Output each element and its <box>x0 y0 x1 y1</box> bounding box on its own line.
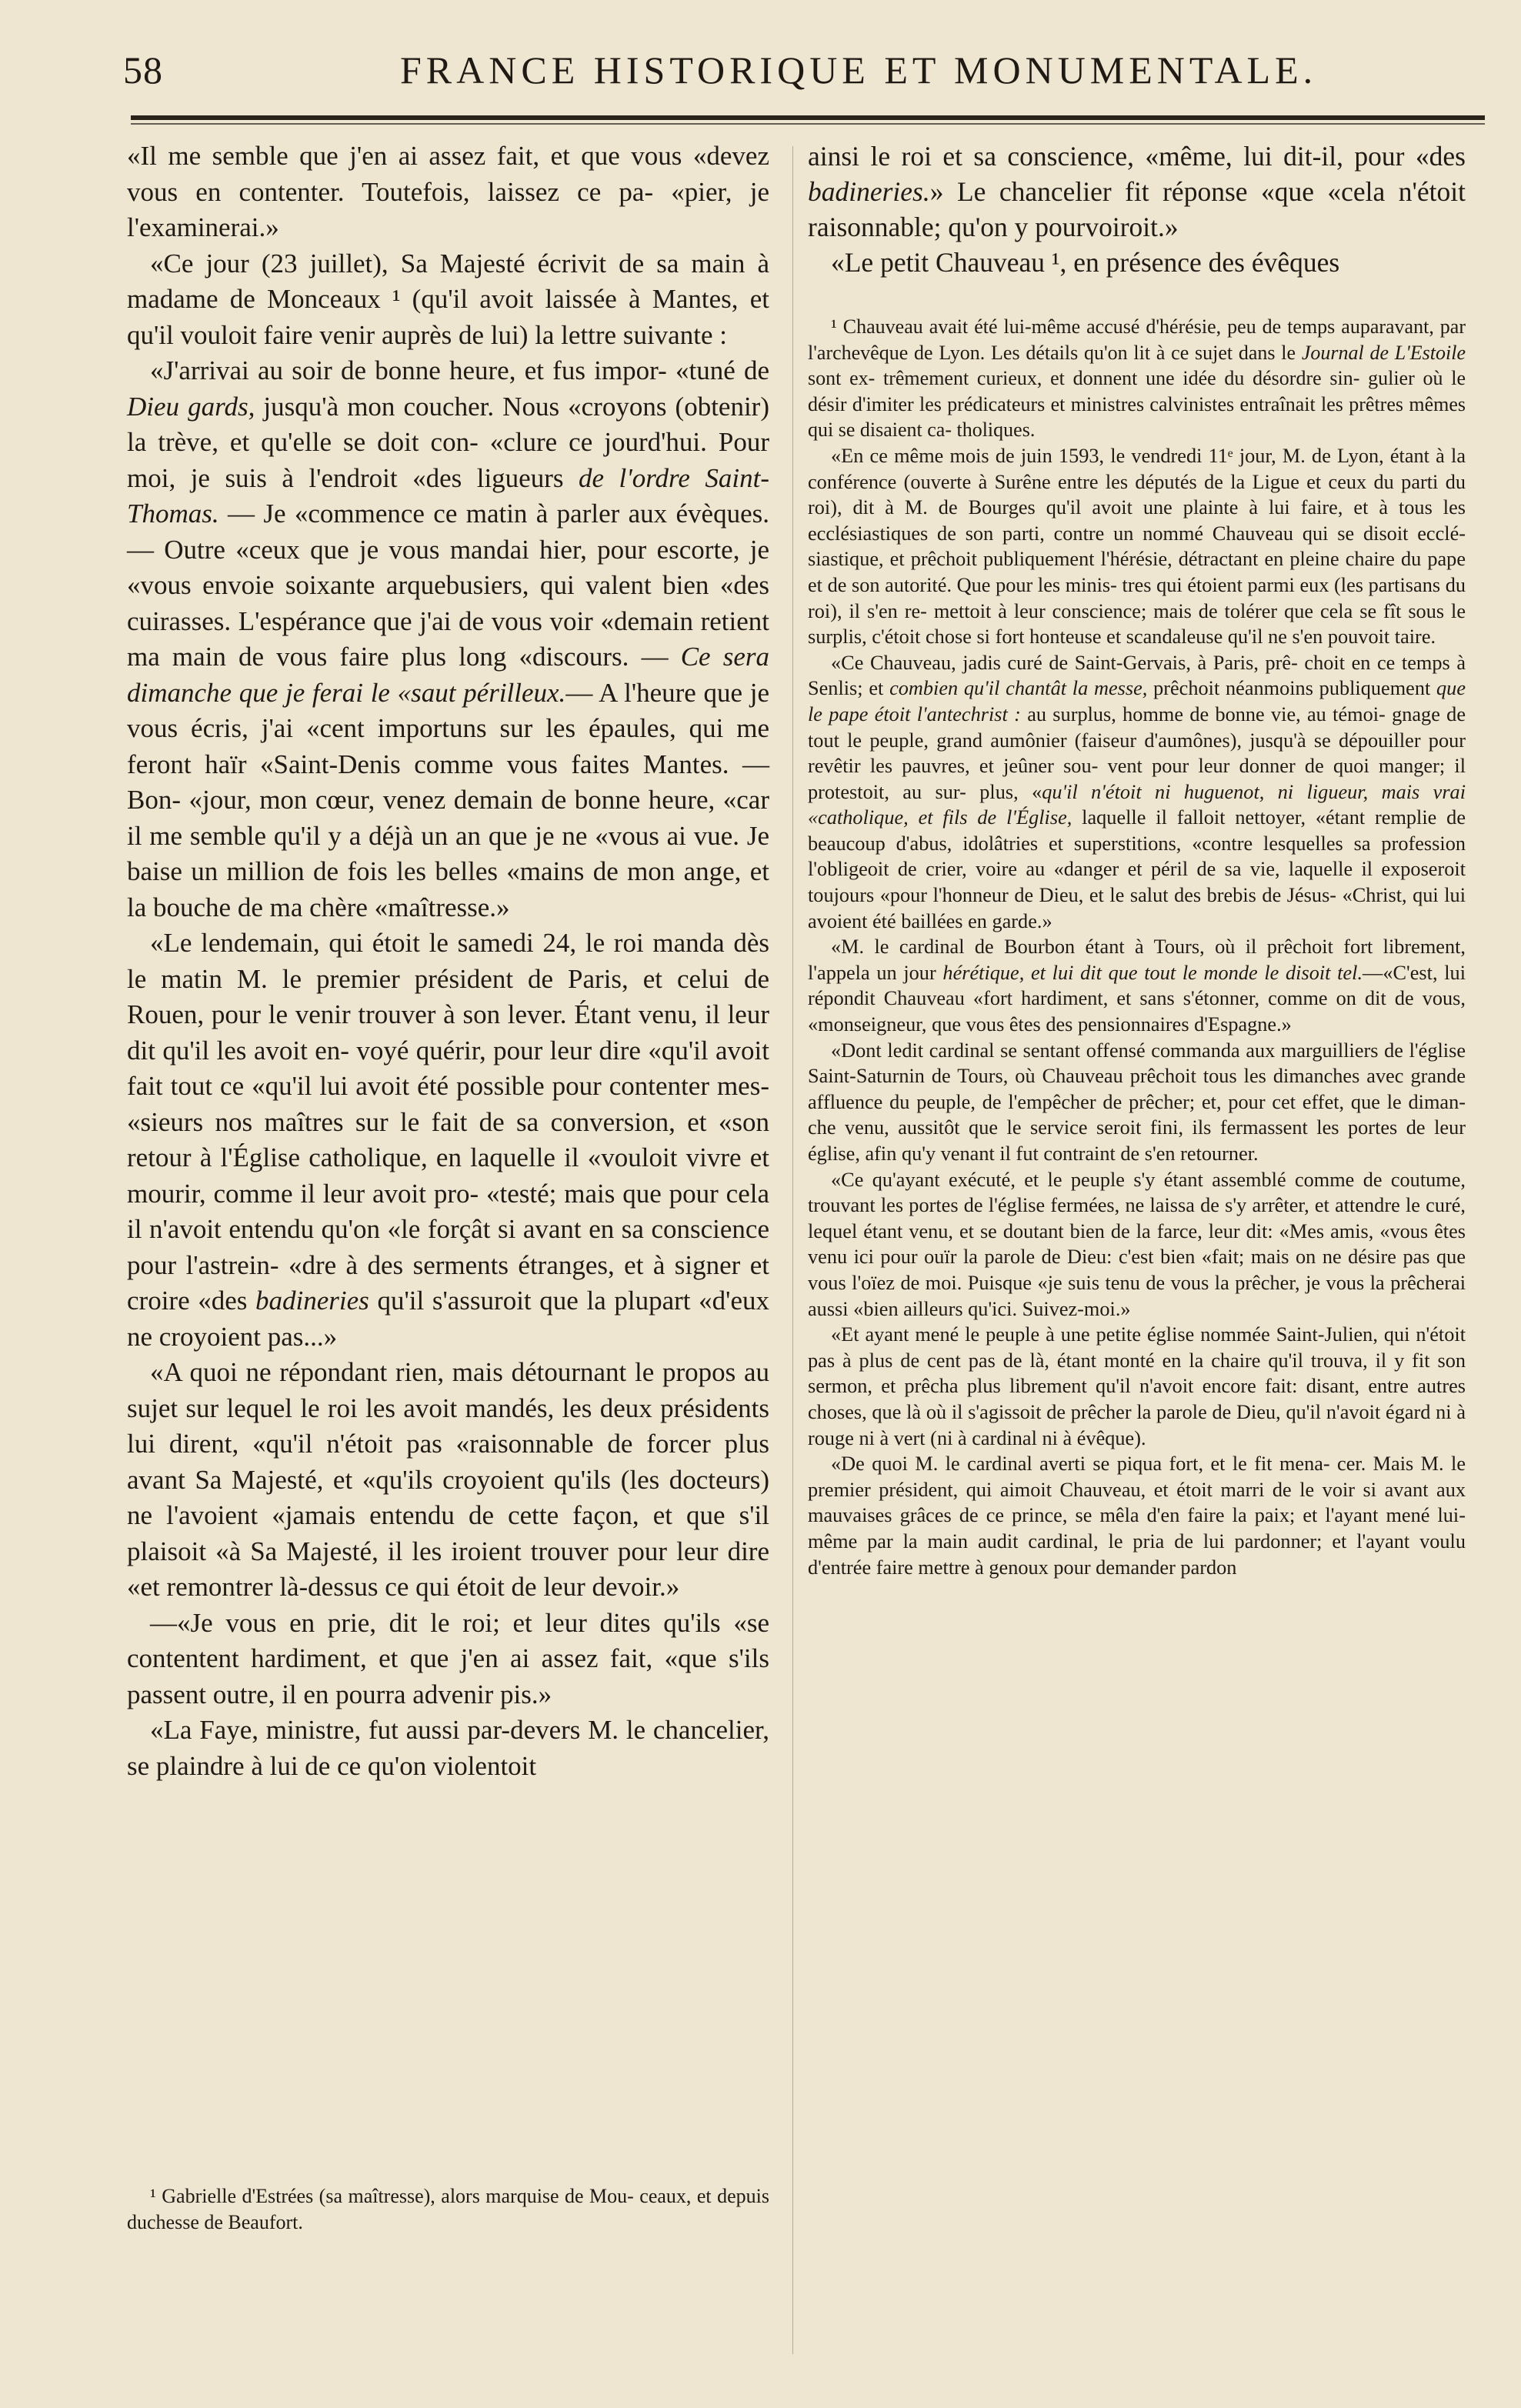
page-number: 58 <box>123 48 163 92</box>
left-paragraph-lendemain: «Le lendemain, qui étoit le samedi 24, le roi manda dès le matin M. le premier président de Paris, et celui de Rouen, pour le venir trouver à son lever. Étant venu, il leur dit qu'il les avoit en- voyé quérir, pour leur dire «qu'il avoit fait tout ce «qu'il lui avoit été possible pour contenter mes- «sieurs nos maîtres sur le fait de sa conversion, et «son retour à l'Église catholique, en laquelle il «vouloit vivre et mourir, comme il leur avoit pro- «testé; mais que pour cela il n'avoit entendu qu'on «le forçât si avant en sa conscience pour l'astrein- «dre à des serments étranges, et à signer et croire «des badineries qu'il s'assuroit que la plupart «d'eux ne croyoient pas...» <box>127 928 769 1352</box>
footnote-1: ¹ Gabrielle d'Estrées (sa maîtresse), alors marquise de Mou- ceaux, et depuis duchesse de Beaufort. <box>127 2185 769 2233</box>
footnote-para-juin: «En ce même mois de juin 1593, le vendredi 11ᵉ jour, M. de Lyon, étant à la conférence (ouverte à Surêne entre les députés de la Ligue et ceux du parti du roi), dit à M. de Bourges qu'il avoit une plainte à lui faire, et à tous les ecclésiastiques de son parti, contre un nommé Chauveau qui se disoit ecclé- siastique, et prêchoit publiquement l'hérésie, détractant en pleine chaire du pape et de son autorité. Que pour les minis- tres qui étoient parmi eux (les partisans du roi), il s'en re- mettoit à leur conscience; mais de tolérer que cela se fît sous le surplis, c'étoit chose si fort honteuse et scandaleuse qu'il ne s'en pouvoit taire. <box>808 444 1466 649</box>
header-rule <box>131 115 1485 120</box>
left-footnote <box>127 2183 769 2236</box>
footnote-para-de-quoi: «De quoi M. le cardinal averti se piqua fort, et le fit mena- cer. Mais M. le premier président, qui aimoit Chauveau, et étoit marri de le voir si avant aux mauvaises grâces de ce prince, se mêla d'en faire la paix; et l'ayant mené lui-même par la main audit cardinal, le pria de lui pardonner; et l'ayant voulu d'entrée faire mettre à genoux pour demander pardon <box>808 1452 1466 1579</box>
right-column <box>808 138 1466 280</box>
right-paragraph-2: «Le petit Chauveau ¹, en présence des évêques <box>831 247 1340 278</box>
left-paragraph-la-faye: «La Faye, ministre, fut aussi par-devers M. le chancelier, se plaindre à lui de ce qu'on violentoit <box>127 1715 769 1781</box>
left-column <box>127 138 769 1784</box>
left-paragraph-1: «Il me semble que j'en ai assez fait, et que vous «devez vous en contenter. Toutefois, laissez ce pa- «pier, je l'examinerai.» <box>127 141 769 242</box>
left-paragraph-2: «Ce jour (23 juillet), Sa Majesté écrivit de sa main à madame de Monceaux ¹ (qu'il avoit laissée à Mantes, et qu'il vouloit faire venir auprès de lui) la lettre suivante : <box>127 248 769 350</box>
column-divider <box>792 146 793 2354</box>
page-header <box>123 48 1493 94</box>
right-footnotes <box>808 314 1466 1580</box>
footnote-para-ce-quayant: «Ce qu'ayant exécuté, et le peuple s'y étant assemblé comme de coutume, trouvant les portes de l'église fermées, ne laissa de s'y arrêter, et attendre le curé, lequel étant venu, et se doutant bien de la farce, leur dit: «Mes amis, «vous êtes venu ici pour ouïr la parole de Dieu: c'est bien «fait; mais on ne désire pas que vous l'oïez de moi. Puisque «je suis tenu de vous la prêcher, je vous la prêcherai aussi «bien ailleurs qu'ici. Suivez-moi.» <box>808 1168 1466 1320</box>
running-title: FRANCE HISTORIQUE ET MONUMENTALE. <box>400 48 1318 92</box>
footnote-para-dont: «Dont ledit cardinal se sentant offensé commanda aux marguilliers de l'église Saint-Saturnin de Tours, où Chauveau prêchoit tous les dimanches avec grande affluence du peuple, de l'empêcher de prêcher; et, pour cet effet, que le diman- che venu, aussitôt que le service seroit fini, ils fermassent les portes de leur église, afin qu'y venant il fut contraint de s'en retourner. <box>808 1039 1466 1165</box>
letter-paragraph-1: «J'arrivai au soir de bonne heure, et fus impor- «tuné de Dieu gards, jusqu'à mon coucher. Nous «croyons (obtenir) la trève, et qu'elle se doit con- «clure ce jourd'hui. Pour moi, je suis à l'endroit «des ligueurs de l'ordre Saint-Thomas. — Je «commence ce matin à parler aux évèques.— Outre «ceux que je vous mandai hier, pour escorte, je «vous envoie soixante arquebusiers, qui valent bien «des cuirasses. L'espérance que j'ai de vous voir «demain retient ma main de vous faire plus long «discours. — Ce sera dimanche que je ferai le «saut périlleux.— A l'heure que je vous écris, j'ai «cent importuns sur les épaules, qui me feront haïr «Saint-Denis comme vous faites Mantes. — Bon- «jour, mon cœur, venez demain de bonne heure, «car il me semble qu'il y a déjà un an que je ne «vous ai vue. Je baise un million de fois les belles «mains de mon ange, et la bouche de ma chère «maîtresse.» <box>127 355 769 922</box>
left-paragraph-je-vous-en-prie: —«Je vous en prie, dit le roi; et leur dites qu'ils «se contentent hardiment, et que j'en ai assez fait, «que s'ils passent outre, il en pourra advenir pis.» <box>127 1607 769 1709</box>
left-paragraph-a-quoi: «A quoi ne répondant rien, mais détournant le propos au sujet sur lequel le roi les avoit mandés, les deux présidents lui dirent, «qu'il n'étoit pas «raisonnable de forcer plus avant Sa Majesté, et «qu'ils croyoient qu'ils (les docteurs) ne l'avoient «jamais entendu de cette façon, et que s'il plaisoit «à Sa Majesté, il les iroient trouver pour leur dire «et remontrer là-dessus ce qui étoit de leur devoir.» <box>127 1357 769 1602</box>
footnote-chauveau: ¹ Chauveau avait été lui-même accusé d'hérésie, peu de temps auparavant, par l'archevêque de Lyon. Les détails qu'on lit à ce sujet dans le Journal de L'Estoile sont ex- trêmement curieux, et donnent une idée du désordre sin- gulier où le désir d'imiter les prédicateurs et ministres calvinistes entraînait les prêtres mêmes qui se disaient ca- tholiques. <box>808 315 1466 442</box>
footnote-para-senlis: «Ce Chauveau, jadis curé de Saint-Gervais, à Paris, prê- choit en ce temps à Senlis; et combien qu'il chantât la messe, prêchoit néanmoins publiquement que le pape étoit l'antechrist : au surplus, homme de bonne vie, au témoi- gnage de tout le peuple, grand aumônier (faiseur d'aumônes), jusqu'à se dépouiller pour revêtir les pauvres, et jeûner sou- vent pour leur donner de quoi manger; il protestoit, au sur- plus, «qu'il n'étoit ni huguenot, ni ligueur, mais vrai «catholique, et fils de l'Église, laquelle il falloit nettoyer, «étant remplie de beaucoup d'abus, idolâtries et superstitions, «contre lesquelles sa profession l'obligeoit de crier, voire au «danger et péril de sa vie, laquelle il exposeroit toujours «pour l'honneur de Dieu, et le salut des brebis de Jésus- «Christ, qui lui avoient été baillées en garde.» <box>808 651 1466 932</box>
footnote-para-bourbon: «M. le cardinal de Bourbon étant à Tours, où il prêchoit fort librement, l'appela un jour hérétique, et lui dit que tout le monde le disoit tel.—«C'est, lui répondit Chauveau «fort hardiment, et sans s'étonner, comme on dit de vous, «monseigneur, que vous êtes des pensionnaires d'Espagne.» <box>808 936 1466 1036</box>
header-rule-thin <box>131 123 1485 125</box>
footnote-para-saint-julien: «Et ayant mené le peuple à une petite église nommée Saint-Julien, qui n'étoit pas à plus de cent pas de là, étant monté en la chaire qu'il trouva, il y fit son sermon, et prêcha plus librement qu'il n'avoit encore fait: disant, entre autres choses, que là où il s'agissoit de prêcher la parole de Dieu, qu'il n'avoit égard ni à rouge ni à vert (ni à cardinal ni à évêque). <box>808 1323 1466 1449</box>
right-paragraph-1: ainsi le roi et sa conscience, «même, lui dit-il, pour «des badineries.» Le chancelier fit réponse «que «cela n'étoit raisonnable; qu'on y pourvoiroit.» <box>808 141 1466 242</box>
